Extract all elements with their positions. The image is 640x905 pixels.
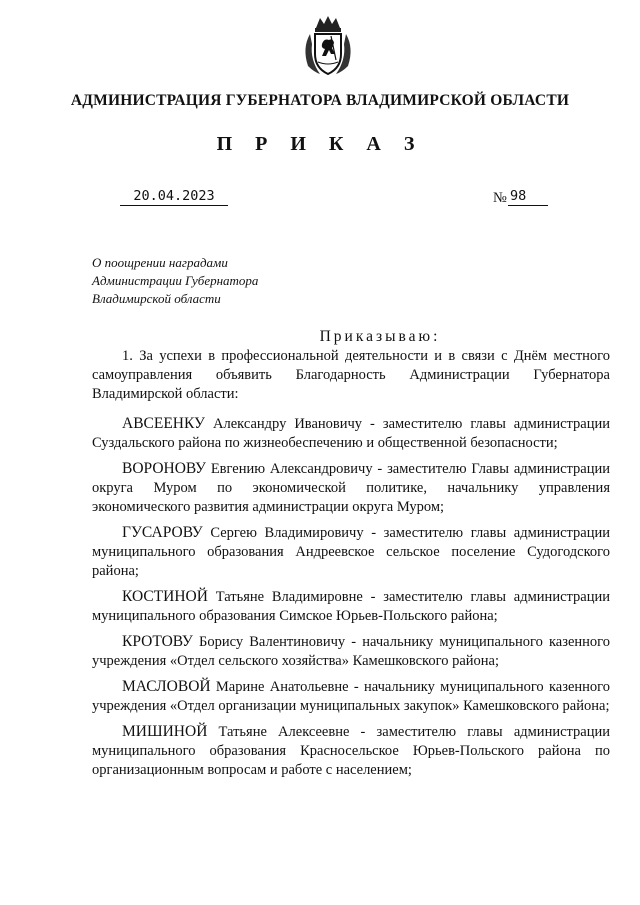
awardee-details: Марине Анатольевне - начальнику муниципального казенного учреждения «Отдел организации муниципальных закупок» Камешковского района; [92,679,610,714]
awardee-surname: МАСЛОВОЙ [122,678,211,695]
document-body [92,347,610,780]
awardee-surname: КРОТОВУ [122,633,193,650]
awardee-paragraph [92,722,610,780]
awardee-paragraph [92,587,610,626]
subject-line: Владимирской области [92,291,221,306]
awardee-surname: ГУСАРОВУ [122,524,203,541]
awardee-paragraph [92,459,610,517]
organization-title: АДМИНИСТРАЦИЯ ГУБЕРНАТОРА ВЛАДИМИРСКОЙ ОБЛАСТИ [70,92,570,109]
awardee-surname: МИШИНОЙ [122,723,208,740]
awardee-paragraph [92,414,610,453]
subject-line: Администрации Губернатора [92,273,259,288]
intro-paragraph: 1. За успехи в профессиональной деятельности и в связи с Днём местного самоуправления объявить Благодарность Администрации Губернатора Владимирской области: [92,348,610,402]
awardee-surname: ВОРОНОВУ [122,460,206,477]
awardee-details: Борису Валентиновичу - начальнику муниципального казенного учреждения «Отдел сельского хозяйства» Камешковского района; [92,634,610,669]
order-word: Приказываю: [319,328,441,345]
document-date: 20.04.2023 [120,188,228,206]
awardee-paragraph [92,677,610,716]
awardee-details: Александру Ивановичу - заместителю главы администрации Суздальского района по жизнеобеспечению и общественной безопасности; [92,416,610,451]
awardee-paragraph [92,632,610,671]
awardee-details: Сергею Владимировичу - заместителю главы администрации муниципального образования Андреевское сельское поселение Судогодского района; [92,525,610,579]
document-number: 98 [508,188,548,206]
subject-block [92,254,258,308]
awardee-details: Евгению Александровичу - заместителю Главы администрации округа Муром по экономической политике, начальнику управления экономического развития администрации округа Муром; [92,461,610,515]
awardee-paragraph [92,523,610,581]
awardee-details: Татьяне Алексеевне - заместителю главы администрации муниципального образования Красносельское Юрьев-Польского района по организационным вопросам и работе с населением; [92,724,610,778]
number-label: № [493,190,507,206]
awardee-surname: КОСТИНОЙ [122,588,208,605]
subject-line: О поощрении наградами [92,255,228,270]
vladimir-coat-of-arms-icon [298,14,358,78]
awardee-surname: АВСЕЕНКУ [122,415,206,432]
awardee-details: Татьяне Владимировне - заместителю главы администрации муниципального образования Симское Юрьев-Польского района; [92,589,610,624]
document-type: П Р И К А З [216,133,424,155]
